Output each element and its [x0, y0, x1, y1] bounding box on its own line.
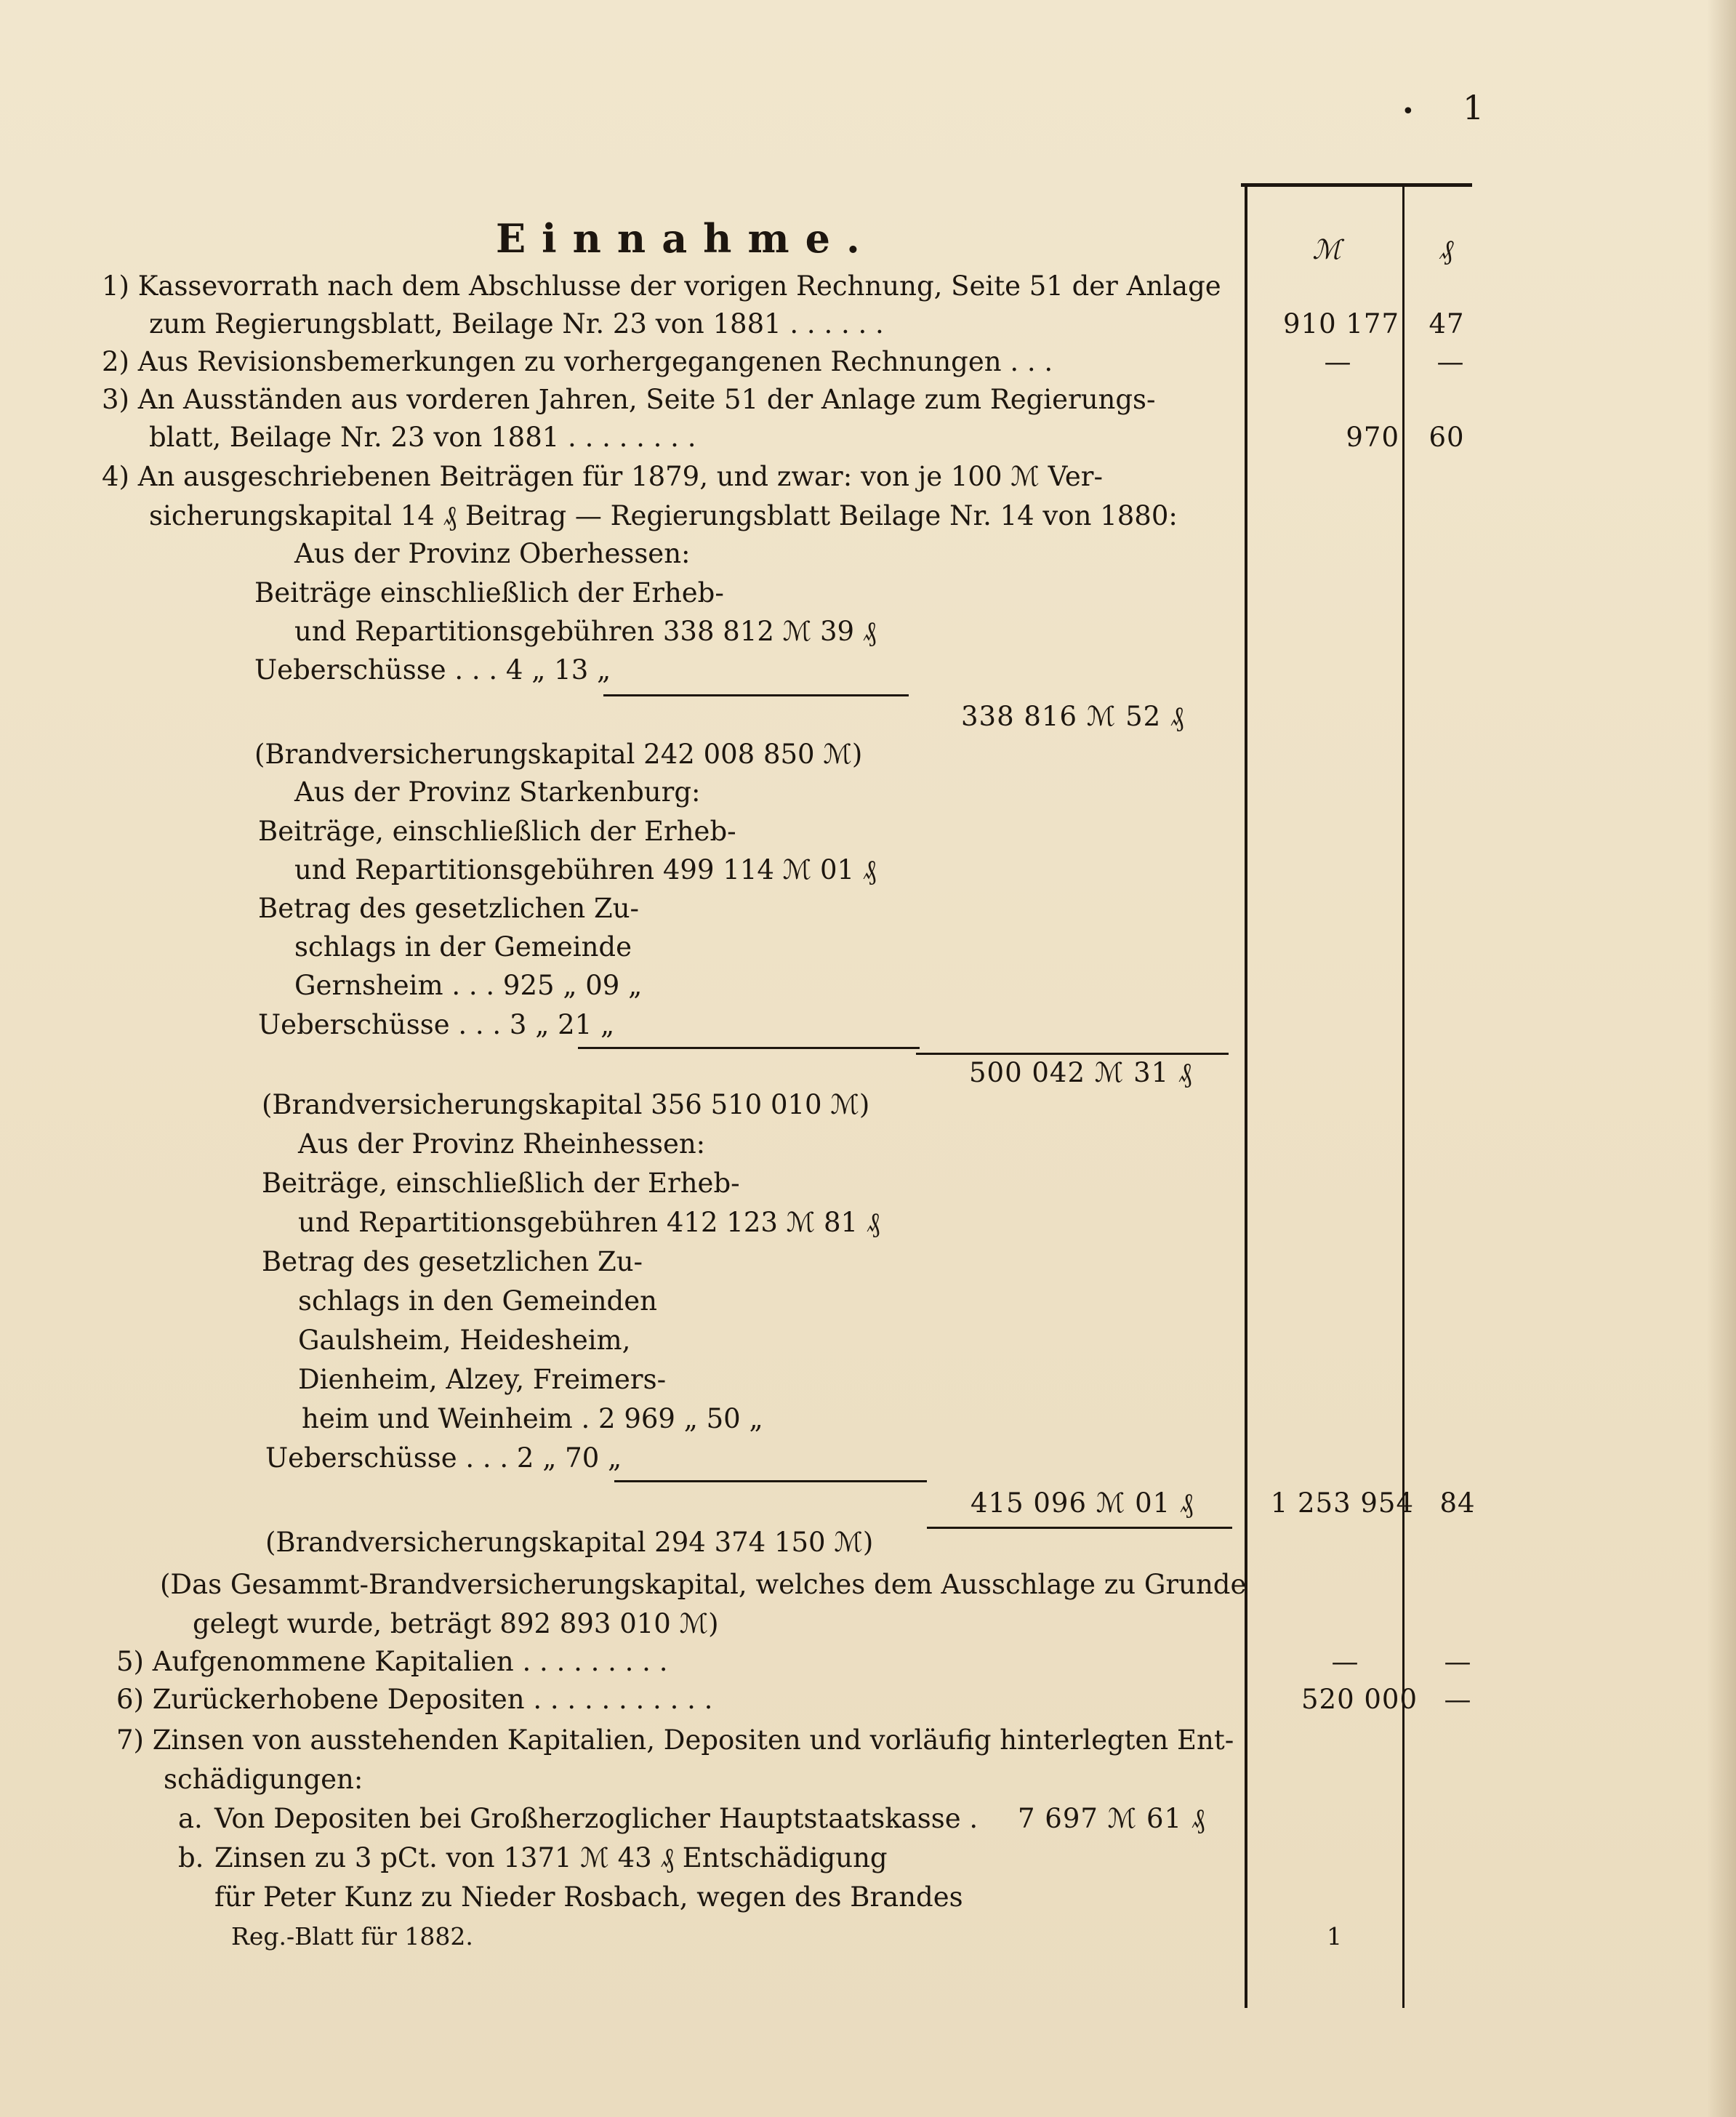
starkenburg-capital: (Brandversicherungskapital 356 510 010 ℳ)	[262, 1089, 870, 1120]
oberhessen-line-1: Beiträge einschließlich der Erheb-	[254, 577, 724, 608]
amount-2-pfennig: —	[1436, 346, 1464, 377]
column-top-rule	[1241, 183, 1472, 187]
page-number: 1	[1463, 88, 1484, 127]
starkenburg-line-4: schlags in der Gemeinde	[294, 931, 632, 963]
starkenburg-heading: Aus der Provinz Starkenburg:	[294, 776, 701, 808]
entry-7b-label: b.	[178, 1842, 204, 1873]
entry-3-line-1: 3) An Ausständen aus vorderen Jahren, Seite 51 der Anlage zum Regierungs-	[102, 384, 1156, 415]
rheinhessen-total: 415 096 ℳ 01 ₰	[971, 1487, 1194, 1519]
amount-4-pfennig: 84	[1439, 1487, 1476, 1519]
amount-2-marks: —	[1324, 346, 1351, 377]
rheinhessen-sum-rule-2	[927, 1527, 1232, 1529]
entry-7b-text-2: für Peter Kunz zu Nieder Rosbach, wegen des Brandes	[214, 1881, 963, 1913]
starkenburg-line-2: und Repartitionsgebühren 499 114 ℳ 01 ₰	[294, 854, 877, 885]
oberhessen-capital: (Brandversicherungskapital 242 008 850 ℳ)	[254, 739, 863, 770]
rheinhessen-line-6: Dienheim, Alzey, Freimers-	[298, 1364, 667, 1395]
amount-4-marks: 1 253 954	[1270, 1487, 1414, 1519]
entry-7-line-2: schädigungen:	[164, 1764, 363, 1795]
footer-signature-number: 1	[1327, 1922, 1342, 1951]
entry-1-line-1: 1) Kassevorrath nach dem Abschlusse der vorigen Rechnung, Seite 51 der Anlage	[102, 270, 1221, 302]
starkenburg-line-6: Ueberschüsse . . . 3 „ 21 „	[258, 1009, 615, 1040]
starkenburg-total: 500 042 ℳ 31 ₰	[969, 1057, 1193, 1088]
rheinhessen-heading: Aus der Provinz Rheinhessen:	[298, 1128, 706, 1160]
entry-2-line-1: 2) Aus Revisionsbemerkungen zu vorhergegangenen Rechnungen . . .	[102, 346, 1053, 377]
oberhessen-total: 338 816 ℳ 52 ₰	[961, 701, 1185, 732]
oberhessen-line-3: Ueberschüsse . . . 4 „ 13 „	[254, 654, 611, 686]
entry-7b-text-1: Zinsen zu 3 pCt. von 1371 ℳ 43 ₰ Entschädigung	[214, 1842, 888, 1873]
entry-1-line-2: zum Regierungsblatt, Beilage Nr. 23 von 1881 . . . . . .	[149, 308, 884, 340]
entry-6-line-1: 6) Zurückerhobene Depositen . . . . . . . . . . .	[116, 1684, 713, 1715]
entry-7a-label: a.	[178, 1803, 203, 1834]
column-header-pfennig: ₰	[1439, 234, 1454, 265]
amount-3-marks: 970	[1346, 422, 1399, 453]
rheinhessen-line-4: schlags in den Gemeinden	[298, 1285, 657, 1317]
column-header-marks: ℳ	[1312, 234, 1341, 265]
entry-7-line-1: 7) Zinsen von ausstehenden Kapitalien, Depositen und vorläufig hinterlegten Ent-	[116, 1724, 1234, 1756]
amount-3-pfennig: 60	[1428, 422, 1465, 453]
total-capital-line-1: (Das Gesammt-Brandversicherungskapital, welches dem Ausschlage zu Grunde	[160, 1569, 1247, 1600]
rheinhessen-line-7: heim und Weinheim . 2 969 „ 50 „	[302, 1403, 763, 1434]
page-dot: •	[1402, 99, 1415, 124]
starkenburg-sum-rule-1	[578, 1047, 920, 1049]
page-title: Einnahme.	[496, 215, 876, 262]
rheinhessen-capital: (Brandversicherungskapital 294 374 150 ℳ)	[265, 1527, 874, 1558]
rheinhessen-line-3: Betrag des gesetzlichen Zu-	[262, 1246, 643, 1277]
entry-3-line-2: blatt, Beilage Nr. 23 von 1881 . . . . . . . .	[149, 422, 696, 453]
total-capital-line-2: gelegt wurde, beträgt 892 893 010 ℳ)	[193, 1608, 719, 1639]
entry-7a-text: Von Depositen bei Großherzoglicher Hauptstaatskasse .	[214, 1803, 978, 1834]
starkenburg-line-5: Gernsheim . . . 925 „ 09 „	[294, 970, 643, 1001]
column-rule-left	[1245, 183, 1247, 2008]
rheinhessen-sum-rule-1	[614, 1480, 927, 1482]
rheinhessen-line-2: und Repartitionsgebühren 412 123 ℳ 81 ₰	[298, 1207, 880, 1238]
entry-4-line-2: sicherungskapital 14 ₰ Beitrag — Regierungsblatt Beilage Nr. 14 von 1880:	[149, 500, 1178, 531]
starkenburg-line-3: Betrag des gesetzlichen Zu-	[258, 893, 640, 924]
amount-6-marks: 520 000	[1301, 1684, 1418, 1715]
rheinhessen-line-5: Gaulsheim, Heidesheim,	[298, 1325, 631, 1356]
amount-6-pfennig: —	[1444, 1684, 1471, 1715]
entry-4-line-1: 4) An ausgeschriebenen Beiträgen für 1879, und zwar: von je 100 ℳ Ver-	[102, 461, 1103, 492]
footer-reg-blatt: Reg.-Blatt für 1882.	[231, 1922, 473, 1951]
rheinhessen-line-8: Ueberschüsse . . . 2 „ 70 „	[265, 1442, 622, 1474]
column-rule-mid	[1402, 183, 1405, 2008]
amount-5-marks: —	[1331, 1646, 1359, 1677]
oberhessen-heading: Aus der Provinz Oberhessen:	[294, 538, 691, 569]
amount-1-marks: 910 177	[1282, 308, 1399, 340]
amount-1-pfennig: 47	[1428, 308, 1465, 340]
amount-5-pfennig: —	[1444, 1646, 1471, 1677]
starkenburg-sum-rule-2	[916, 1053, 1229, 1055]
starkenburg-line-1: Beiträge, einschließlich der Erheb-	[258, 816, 736, 847]
oberhessen-line-2: und Repartitionsgebühren 338 812 ℳ 39 ₰	[294, 616, 877, 647]
rheinhessen-line-1: Beiträge, einschließlich der Erheb-	[262, 1168, 740, 1199]
entry-5-line-1: 5) Aufgenommene Kapitalien . . . . . . . . .	[116, 1646, 668, 1677]
oberhessen-sum-rule	[603, 694, 909, 696]
page-edge-shadow	[1707, 0, 1736, 2117]
entry-7a-amount: 7 697 ℳ 61 ₰	[1018, 1803, 1206, 1834]
